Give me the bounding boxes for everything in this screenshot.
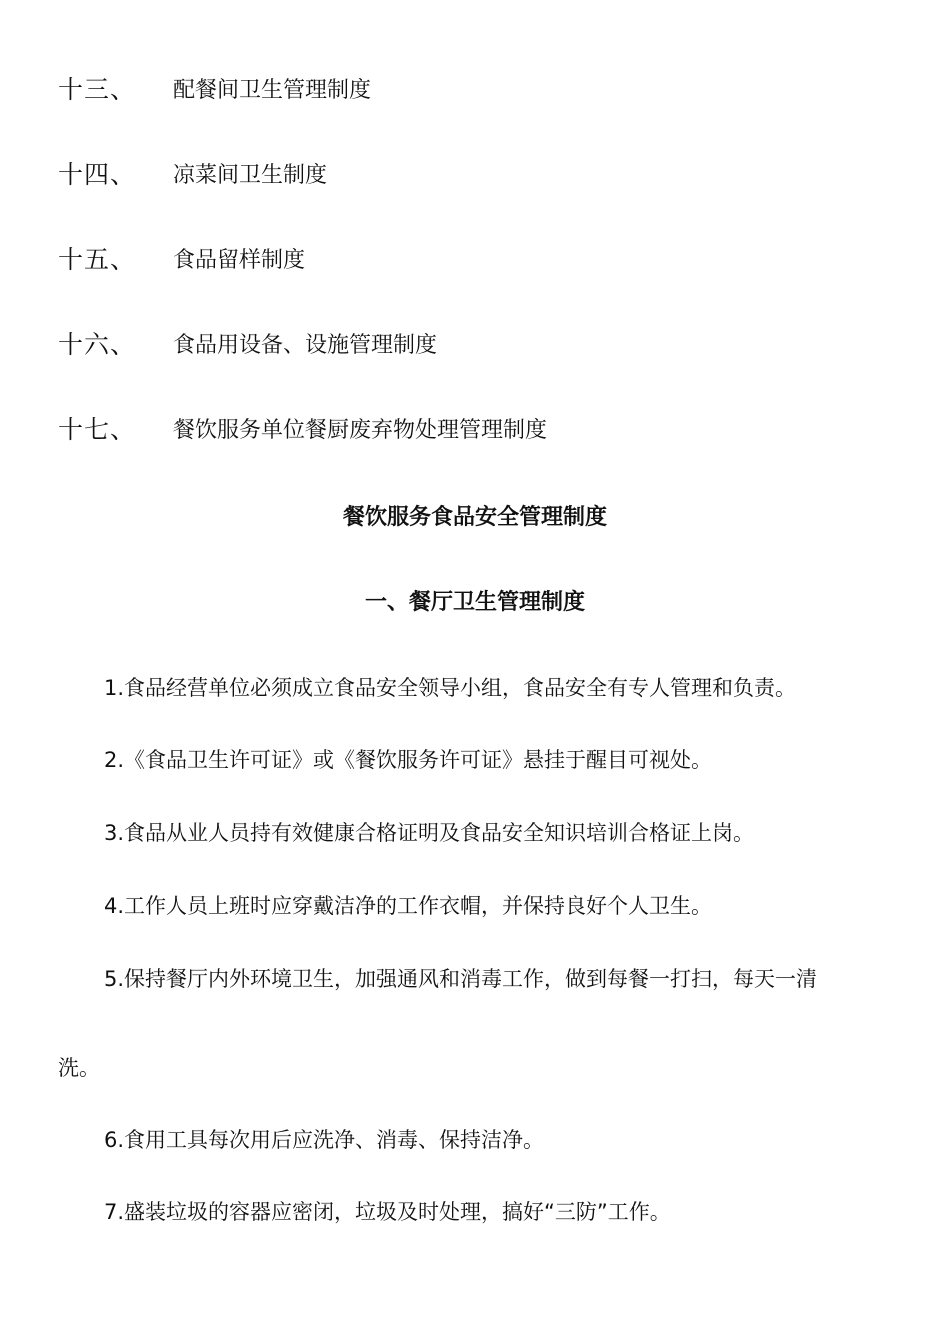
- toc-number: 十四、: [58, 160, 137, 189]
- toc-item: [58, 238, 305, 278]
- toc-title: 食品用设备、设施管理制度: [173, 332, 438, 358]
- toc-item: [58, 323, 437, 363]
- regulation-item: 2.《食品卫生许可证》或《餐饮服务许可证》悬挂于醒目可视处。: [104, 748, 713, 772]
- toc-item: [58, 408, 547, 448]
- toc-number: 十六、: [58, 330, 137, 359]
- regulation-item: 4.工作人员上班时应穿戴洁净的工作衣帽，并保持良好个人卫生。: [104, 894, 713, 918]
- toc-item: [58, 153, 327, 193]
- document-title: 餐饮服务食品安全管理制度: [342, 505, 607, 530]
- regulation-item: 1.食品经营单位必须成立食品安全领导小组，食品安全有专人管理和负责。: [104, 676, 797, 700]
- toc-number: 十七、: [58, 415, 137, 444]
- toc-number: 十三、: [58, 75, 137, 104]
- toc-item: [58, 68, 371, 108]
- toc-title: 凉菜间卫生制度: [173, 162, 328, 188]
- regulation-item-continuation: 洗。: [58, 1056, 100, 1080]
- regulation-item: 6.食用工具每次用后应洗净、消毒、保持洁净。: [104, 1128, 545, 1152]
- toc-title: 配餐间卫生管理制度: [173, 77, 372, 103]
- section-title: 一、餐厅卫生管理制度: [364, 590, 585, 615]
- toc-number: 十五、: [58, 245, 137, 274]
- regulation-item: 5.保持餐厅内外环境卫生，加强通风和消毒工作，做到每餐一打扫，每天一清: [104, 967, 818, 991]
- toc-title: 食品留样制度: [173, 247, 306, 273]
- regulation-item: 7.盛装垃圾的容器应密闭，垃圾及时处理，搞好“三防”工作。: [104, 1200, 671, 1224]
- regulation-item: 3.食品从业人员持有效健康合格证明及食品安全知识培训合格证上岗。: [104, 821, 755, 845]
- toc-title: 餐饮服务单位餐厨废弃物处理管理制度: [173, 417, 548, 443]
